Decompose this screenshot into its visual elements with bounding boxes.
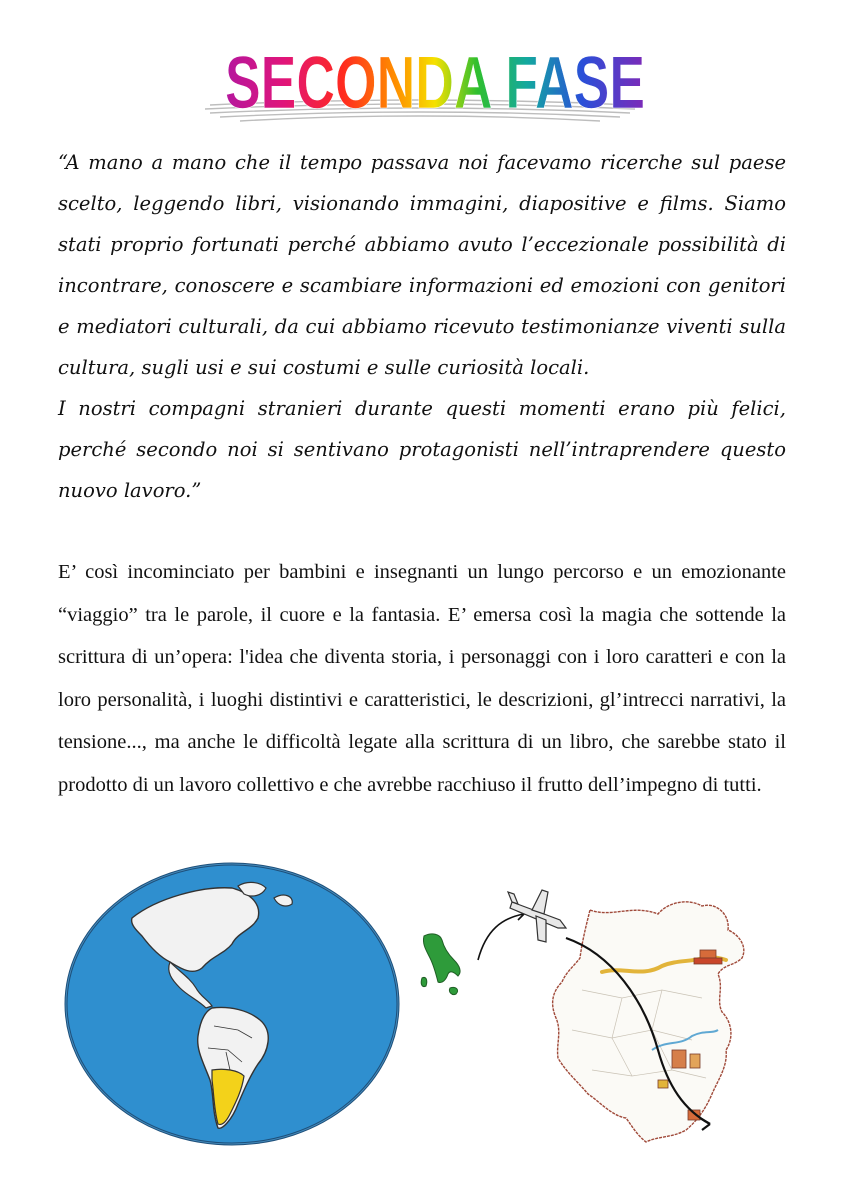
narrative-block bbox=[58, 551, 786, 806]
title-text: SECONDA FASE bbox=[225, 41, 645, 124]
journey-illustration bbox=[462, 880, 792, 1150]
page-title bbox=[215, 38, 655, 128]
quote-paragraph-1: “A mano a mano che il tempo passava noi facevamo ricerche sul paese scelto, leggendo libri, visionando immagini, diapositive e films. Siamo stati proprio fortunati perché abbiamo avuto l’eccezionale possibilità di incontrare, conoscere e scambiare informazioni ed emozioni con genitori e mediatori culturali, da cui abbiamo ricevuto testimonianze viventi sulla cultura, sugli usi e sui costumi e sulle curiosità locali. bbox=[58, 151, 786, 379]
route-arrow-1 bbox=[478, 914, 524, 960]
quote-block bbox=[58, 142, 786, 511]
quote-paragraph-2: I nostri compagni stranieri durante questi momenti erano più felici, perché secondo noi si sentivano protagonisti nell’intraprendere questo nuovo lavoro.” bbox=[58, 397, 786, 502]
globe-drawing bbox=[62, 858, 402, 1148]
italy-drawing bbox=[418, 930, 468, 1002]
title-block bbox=[0, 38, 842, 138]
narrative-paragraph: E’ così incominciato per bambini e insegnanti un lungo percorso e un emozionante “viaggio” tra le parole, il cuore e la fantasia. E’ emersa così la magia che sottende la scrittura di un’opera: l'idea che diventa storia, i personaggi con i loro caratteri e con la loro personalità, i luoghi distintivi e caratteristici, le descrizioni, gl’intrecci narrativi, la tensione..., ma anche le difficoltà legate alla scrittura di un libro, che sarebbe stato il prodotto di un lavoro collettivo e che avrebbe racchiuso il frutto dell’impegno di tutti. bbox=[58, 561, 786, 796]
